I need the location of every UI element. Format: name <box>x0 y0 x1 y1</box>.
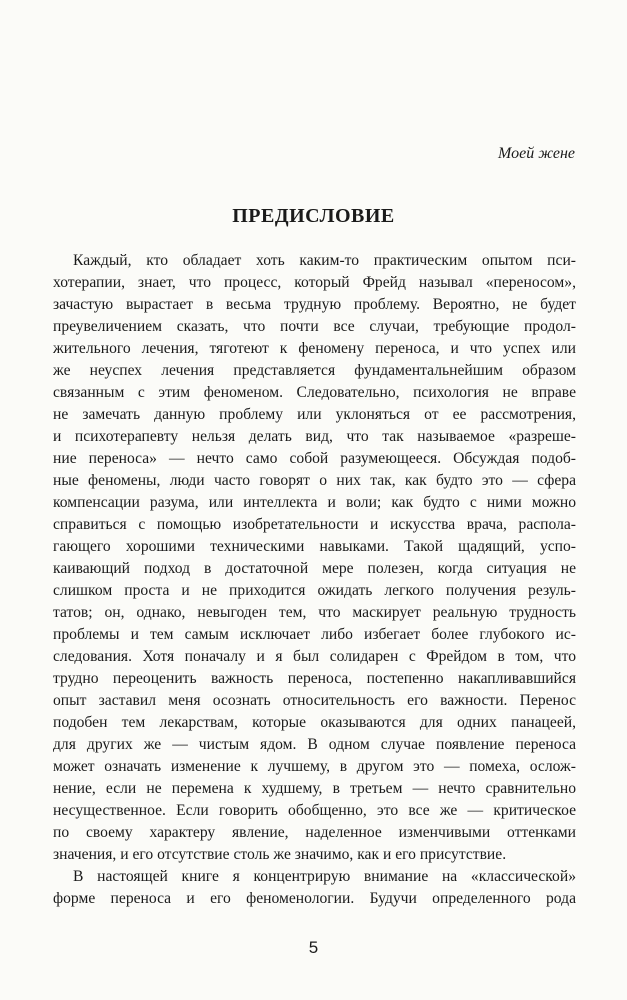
text-line: ные феномены, люди часто говорят о них так, как будто это — сфера <box>53 472 576 489</box>
text-line: компенсации разума, или интеллекта и воли; как будто с ними можно <box>53 494 576 511</box>
text-line: форме переноса и его феноменологии. Будучи определенного рода <box>53 890 576 907</box>
text-line: по своему характеру явление, наделенное изменчивыми оттенками <box>53 824 576 841</box>
text-line: каивающий подход в достаточной мере полезен, когда ситуация не <box>53 560 576 577</box>
text-line: не замечать данную проблему или уклоняться от ее рассмотрения, <box>53 406 576 423</box>
preface-body <box>53 250 576 910</box>
text-line: связанным с этим феноменом. Следовательно, психология не вправе <box>53 384 576 401</box>
text-line: проблемы и тем самым исключает либо избегает более глубокого ис- <box>53 626 576 643</box>
text-line: значения, и его отсутствие столь же значимо, как и его присутствие. <box>53 846 507 863</box>
text-line: преувеличением сказать, что почти все случаи, требующие продол- <box>53 318 576 335</box>
text-line: трудно переоценить важность переноса, постепенно накапливавшийся <box>53 670 576 687</box>
text-line: хотерапии, знает, что процесс, который Фрейд называл «переносом», <box>53 274 576 291</box>
text-line: ние переноса» — нечто само собой разумеющееся. Обсуждая подоб- <box>53 450 576 467</box>
text-line: нение, если не перемена к худшему, в третьем — нечто сравнительно <box>53 780 576 797</box>
text-line: слишком проста и не приходится ожидать легкого получения резуль- <box>53 582 576 599</box>
text-line: следования. Хотя поначалу и я был солидарен с Фрейдом в том, что <box>53 648 576 665</box>
text-line: справиться с помощью изобретательности и искусства врача, распола- <box>53 516 576 533</box>
text-line: несущественное. Если говорить обобщенно, это все же — критическое <box>53 802 576 819</box>
text-line: подобен тем лекарствам, которые оказываются для одних панацеей, <box>53 714 576 731</box>
page-number: 5 <box>308 938 319 957</box>
text-line: и психотерапевту нельзя делать вид, что так называемое «разреше- <box>53 428 576 445</box>
text-line: гающего хорошими техническими навыками. Такой щадящий, успо- <box>53 538 576 555</box>
text-line: жительного лечения, тяготеют к феномену переноса, и что успех или <box>53 340 576 357</box>
text-line: зачастую вырастает в весьма трудную проблему. Вероятно, не будет <box>53 296 576 313</box>
text-line: Каждый, кто обладает хоть каким-то практическим опытом пси- <box>73 252 576 269</box>
page-title: ПРЕДИСЛОВИЕ <box>232 205 395 227</box>
dedication: Моей жене <box>497 145 575 162</box>
text-line: В настоящей книге я концентрирую внимание на «классической» <box>73 868 576 885</box>
text-line: же неуспех лечения представляется фундаментальнейшим образом <box>53 362 576 379</box>
text-line: опыт заставил меня осознать относительность его важности. Перенос <box>53 692 576 709</box>
text-line: татов; он, однако, невыгоден тем, что маскирует реальную трудность <box>53 604 576 621</box>
text-line: для других же — чистым ядом. В одном случае появление переноса <box>53 736 576 753</box>
text-line: может означать изменение к лучшему, в другом это — помеха, ослож- <box>53 758 576 775</box>
